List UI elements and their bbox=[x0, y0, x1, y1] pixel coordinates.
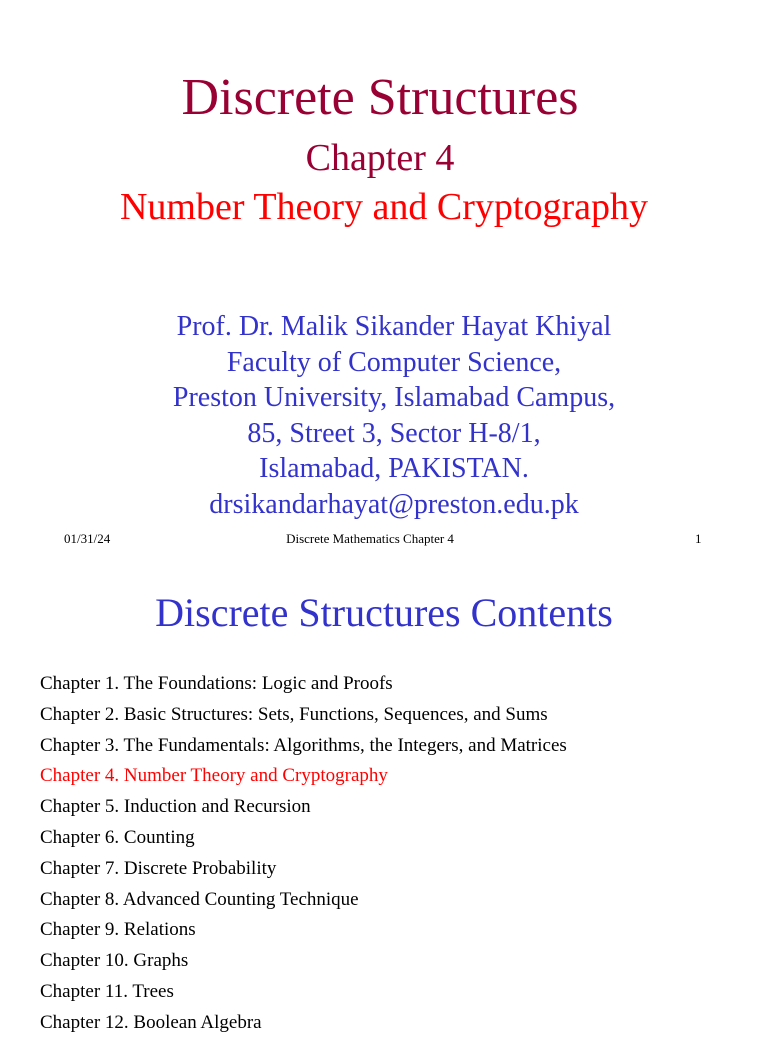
contents-item-current: Chapter 4. Number Theory and Cryptography bbox=[40, 765, 388, 787]
chapter-subtitle: Number Theory and Cryptography bbox=[119, 186, 648, 228]
contents-item: Chapter 7. Discrete Probability bbox=[40, 857, 277, 879]
chapter-number: Chapter 4 bbox=[305, 137, 455, 179]
slide-title: Discrete Structures bbox=[181, 69, 579, 126]
author-name: Prof. Dr. Malik Sikander Hayat Khiyal bbox=[176, 311, 612, 342]
contents-item: Chapter 9. Relations bbox=[40, 919, 196, 941]
contents-item: Chapter 12. Boolean Algebra bbox=[40, 1011, 262, 1033]
contents-item: Chapter 3. The Fundamentals: Algorithms, the Integers, and Matrices bbox=[40, 734, 567, 756]
contents-item: Chapter 8. Advanced Counting Technique bbox=[40, 888, 359, 910]
author-email[interactable]: drsikandarhayat@preston.edu.pk bbox=[209, 488, 579, 520]
contents-item: Chapter 10. Graphs bbox=[40, 950, 189, 972]
author-city: Islamabad, PAKISTAN. bbox=[259, 453, 529, 485]
contents-item: Chapter 5. Induction and Recursion bbox=[40, 796, 311, 818]
author-faculty: Faculty of Computer Science, bbox=[226, 346, 562, 378]
contents-item: Chapter 11. Trees bbox=[40, 980, 174, 1002]
footer-page-number: 1 bbox=[695, 531, 702, 546]
footer-title: Discrete Mathematics Chapter 4 bbox=[286, 531, 454, 546]
contents-title: Discrete Structures Contents bbox=[155, 590, 613, 635]
author-street: 85, Street 3, Sector H-8/1, bbox=[247, 417, 541, 449]
author-university: Preston University, Islamabad Campus, bbox=[172, 382, 616, 414]
contents-item: Chapter 1. The Foundations: Logic and Proofs bbox=[40, 673, 393, 694]
contents-item: Chapter 2. Basic Structures: Sets, Functions, Sequences, and Sums bbox=[40, 703, 548, 725]
contents-item: Chapter 6. Counting bbox=[40, 826, 195, 848]
contents-list bbox=[40, 669, 567, 1039]
author-info bbox=[0, 309, 768, 523]
footer-date: 01/31/24 bbox=[64, 531, 111, 546]
